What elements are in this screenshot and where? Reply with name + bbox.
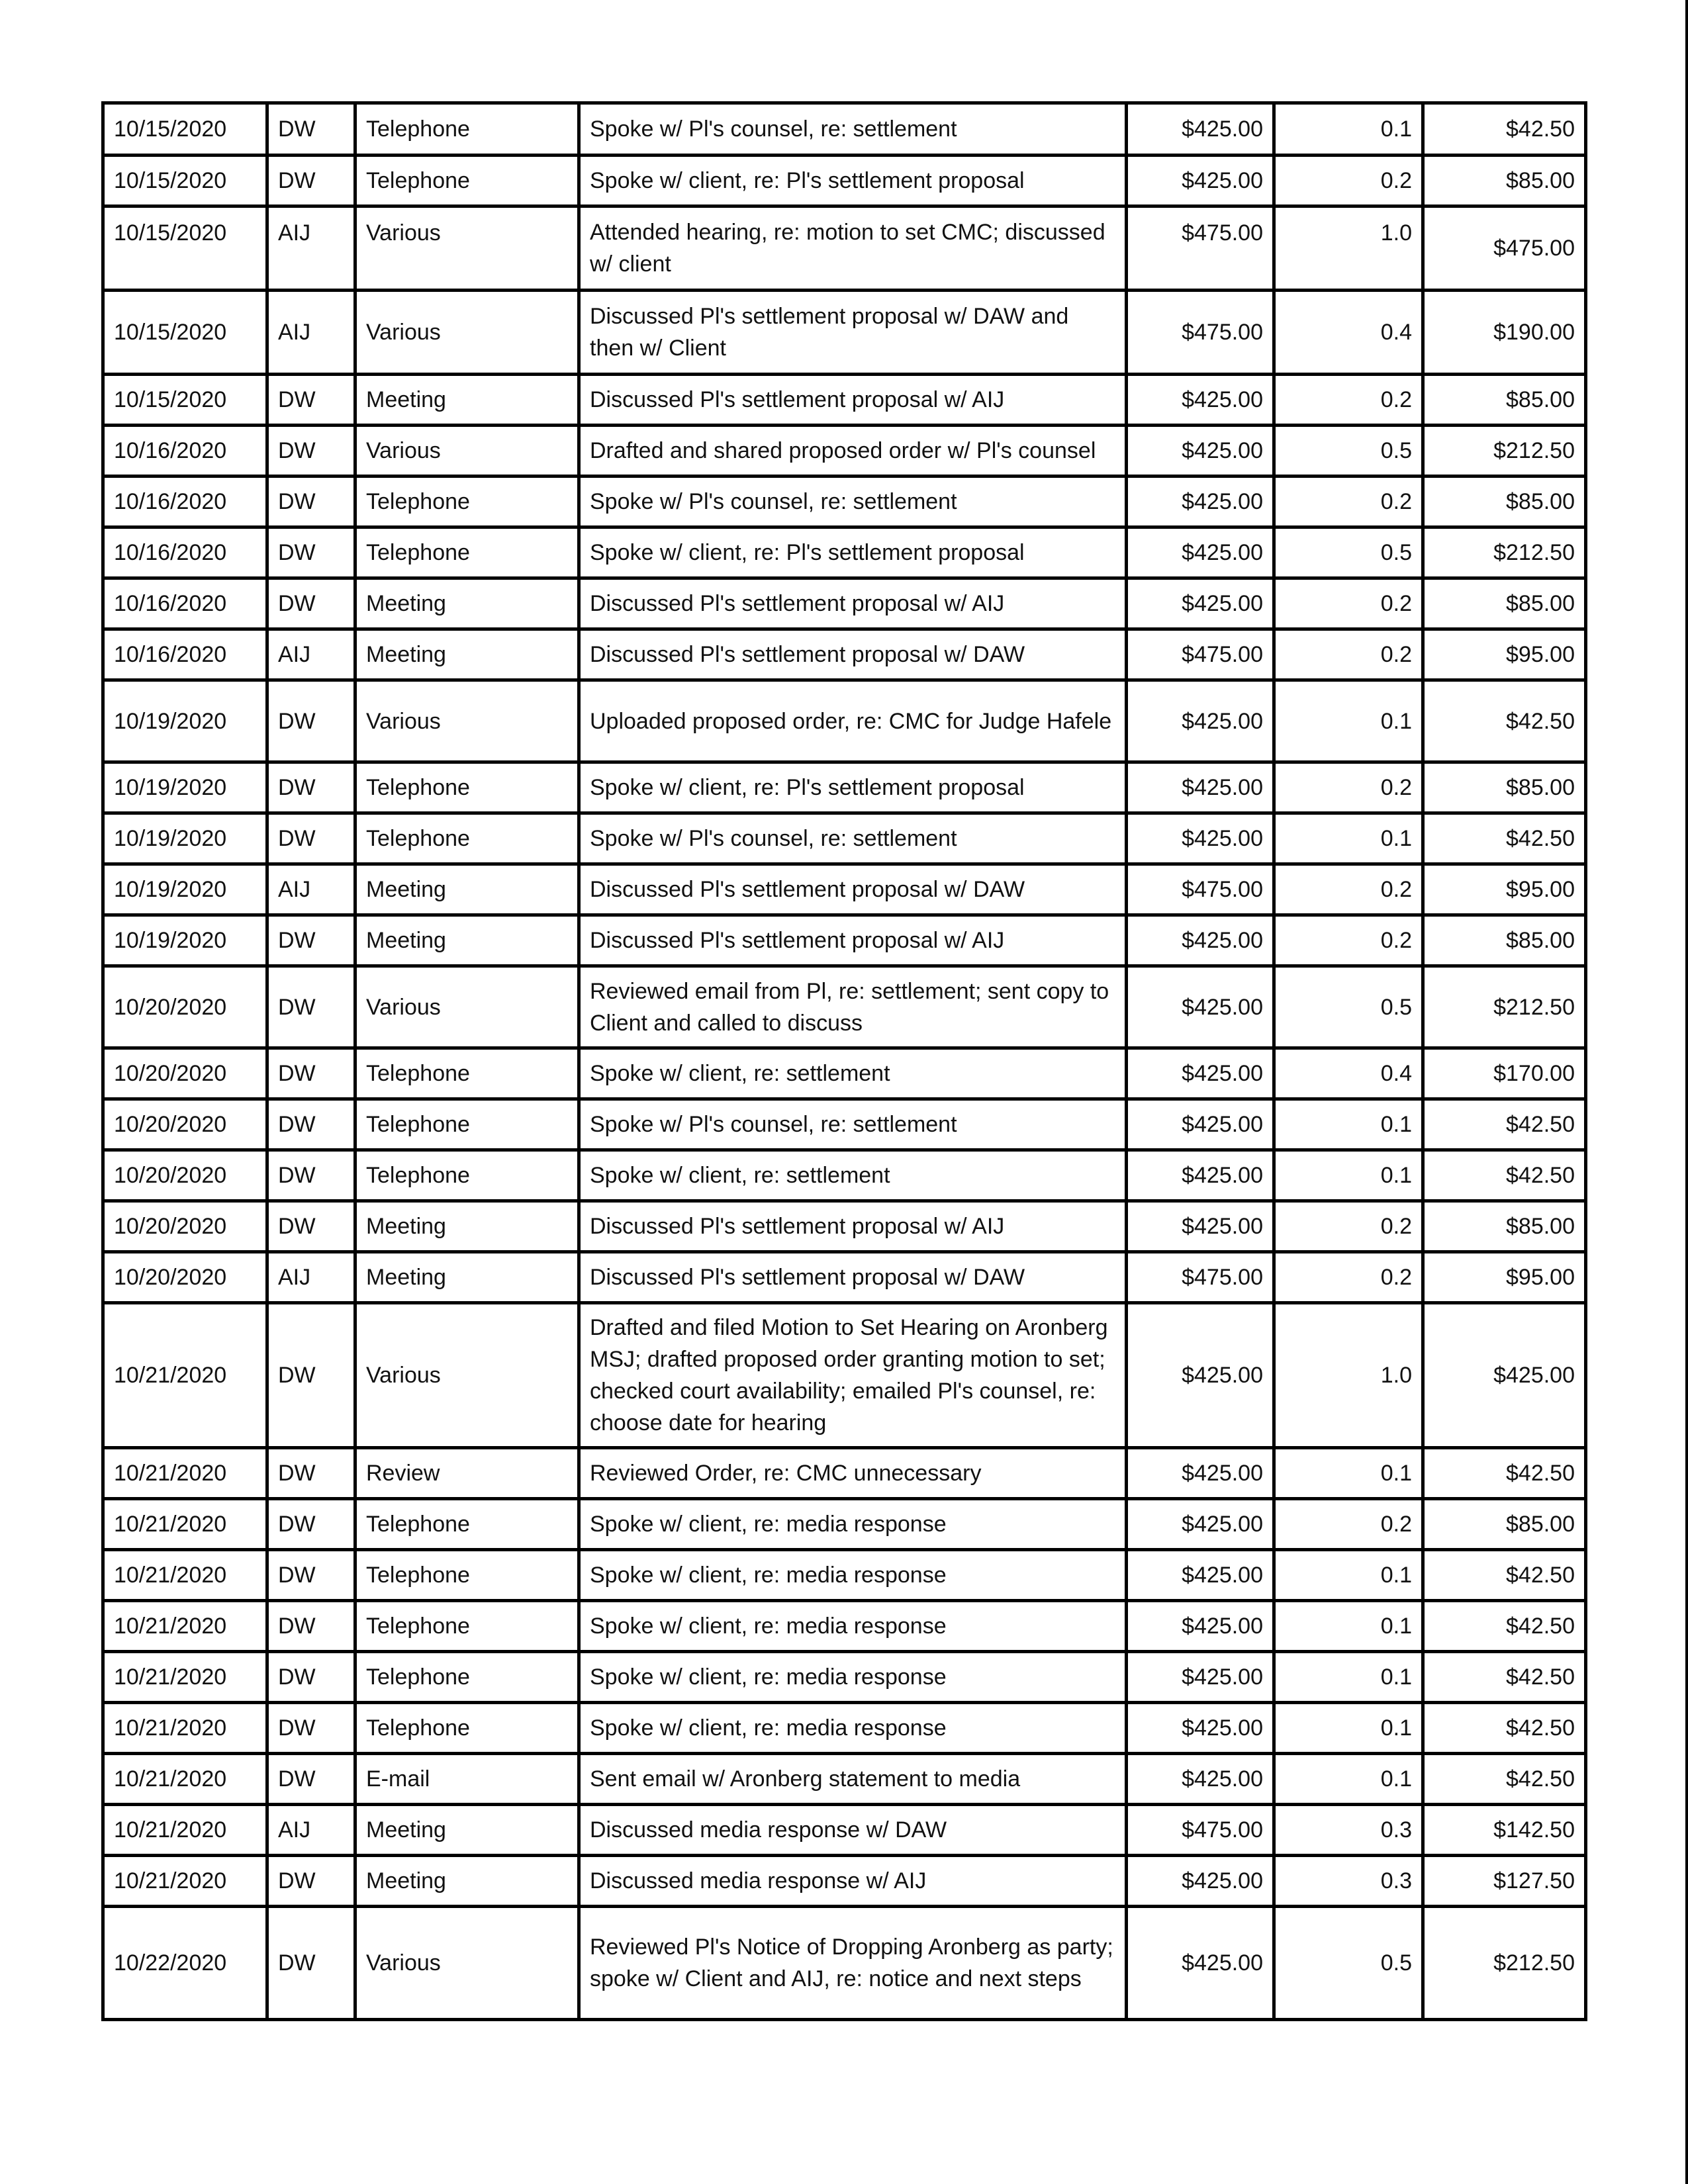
billing-entry-row	[103, 1856, 1586, 1907]
entry-date: 10/19/2020	[103, 680, 267, 762]
billing-entries-body	[103, 103, 1586, 2020]
entry-amount: $475.00	[1423, 206, 1586, 291]
entry-initials: DW	[267, 375, 355, 426]
entry-amount: $42.50	[1423, 1652, 1586, 1703]
entry-description: Spoke w/ client, re: settlement	[579, 1048, 1127, 1099]
entry-amount: $42.50	[1423, 1550, 1586, 1601]
entry-rate: $425.00	[1127, 1150, 1274, 1201]
entry-type: Telephone	[355, 103, 579, 156]
entry-type: Various	[355, 291, 579, 375]
entry-amount: $42.50	[1423, 103, 1586, 156]
billing-entry-row	[103, 1150, 1586, 1201]
entry-type: Meeting	[355, 578, 579, 629]
entry-rate: $425.00	[1127, 680, 1274, 762]
entry-amount: $95.00	[1423, 629, 1586, 680]
entry-hours: 1.0	[1274, 1303, 1423, 1448]
billing-entry-row	[103, 813, 1586, 864]
billing-entry-row	[103, 156, 1586, 206]
entry-amount: $212.50	[1423, 527, 1586, 578]
entry-rate: $425.00	[1127, 1099, 1274, 1150]
entry-rate: $475.00	[1127, 291, 1274, 375]
entry-hours: 0.3	[1274, 1856, 1423, 1907]
entry-rate: $425.00	[1127, 103, 1274, 156]
entry-description: Attended hearing, re: motion to set CMC; discussed w/ client	[579, 206, 1127, 291]
entry-amount: $95.00	[1423, 1252, 1586, 1303]
entry-hours: 0.1	[1274, 1448, 1423, 1499]
entry-description: Discussed Pl's settlement proposal w/ DAW	[579, 1252, 1127, 1303]
entry-date: 10/20/2020	[103, 966, 267, 1048]
billing-entry-row	[103, 375, 1586, 426]
entry-type: Telephone	[355, 1499, 579, 1550]
entry-description: Spoke w/ Pl's counsel, re: settlement	[579, 813, 1127, 864]
entry-amount: $85.00	[1423, 1499, 1586, 1550]
entry-hours: 0.2	[1274, 1201, 1423, 1252]
entry-initials: DW	[267, 966, 355, 1048]
entry-description: Spoke w/ client, re: settlement	[579, 1150, 1127, 1201]
entry-date: 10/16/2020	[103, 629, 267, 680]
entry-date: 10/20/2020	[103, 1099, 267, 1150]
entry-initials: AIJ	[267, 864, 355, 915]
entry-hours: 0.2	[1274, 915, 1423, 966]
entry-hours: 0.1	[1274, 1652, 1423, 1703]
entry-rate: $425.00	[1127, 1601, 1274, 1652]
entry-initials: DW	[267, 813, 355, 864]
entry-initials: AIJ	[267, 1252, 355, 1303]
entry-description: Spoke w/ client, re: Pl's settlement proposal	[579, 156, 1127, 206]
entry-amount: $127.50	[1423, 1856, 1586, 1907]
billing-entry-row	[103, 291, 1586, 375]
entry-date: 10/20/2020	[103, 1150, 267, 1201]
entry-rate: $425.00	[1127, 1448, 1274, 1499]
entry-hours: 0.2	[1274, 629, 1423, 680]
entry-initials: DW	[267, 915, 355, 966]
entry-initials: DW	[267, 1150, 355, 1201]
entry-rate: $425.00	[1127, 1652, 1274, 1703]
entry-initials: DW	[267, 1448, 355, 1499]
entry-description: Spoke w/ Pl's counsel, re: settlement	[579, 1099, 1127, 1150]
billing-entry-row	[103, 103, 1586, 156]
entry-description: Discussed Pl's settlement proposal w/ AIJ	[579, 578, 1127, 629]
entry-initials: DW	[267, 1754, 355, 1805]
entry-initials: DW	[267, 1201, 355, 1252]
entry-rate: $475.00	[1127, 864, 1274, 915]
entry-hours: 0.2	[1274, 1499, 1423, 1550]
page-right-edge	[1685, 0, 1688, 2184]
billing-entry-row	[103, 1201, 1586, 1252]
entry-rate: $425.00	[1127, 966, 1274, 1048]
entry-description: Spoke w/ client, re: media response	[579, 1652, 1127, 1703]
entry-date: 10/15/2020	[103, 103, 267, 156]
entry-type: Various	[355, 680, 579, 762]
entry-date: 10/21/2020	[103, 1448, 267, 1499]
entry-type: Meeting	[355, 1201, 579, 1252]
entry-description: Drafted and filed Motion to Set Hearing on Aronberg MSJ; drafted proposed order granting motion to set; checked court availability; emailed Pl's counsel, re: choose date for hearing	[579, 1303, 1127, 1448]
entry-hours: 0.1	[1274, 813, 1423, 864]
entry-initials: DW	[267, 762, 355, 813]
entry-initials: AIJ	[267, 291, 355, 375]
entry-initials: DW	[267, 1550, 355, 1601]
entry-type: E-mail	[355, 1754, 579, 1805]
entry-description: Spoke w/ client, re: media response	[579, 1550, 1127, 1601]
entry-amount: $42.50	[1423, 1099, 1586, 1150]
entry-amount: $85.00	[1423, 156, 1586, 206]
entry-initials: DW	[267, 1303, 355, 1448]
entry-type: Meeting	[355, 915, 579, 966]
entry-amount: $42.50	[1423, 1448, 1586, 1499]
billing-entry-row	[103, 1601, 1586, 1652]
entry-initials: AIJ	[267, 629, 355, 680]
billing-entry-row	[103, 1652, 1586, 1703]
entry-date: 10/15/2020	[103, 156, 267, 206]
entry-rate: $425.00	[1127, 527, 1274, 578]
entry-rate: $425.00	[1127, 156, 1274, 206]
billing-entry-row	[103, 1703, 1586, 1754]
entry-amount: $85.00	[1423, 375, 1586, 426]
entry-date: 10/21/2020	[103, 1805, 267, 1856]
entry-amount: $190.00	[1423, 291, 1586, 375]
entry-description: Discussed Pl's settlement proposal w/ DAW	[579, 864, 1127, 915]
entry-description: Discussed Pl's settlement proposal w/ AIJ	[579, 1201, 1127, 1252]
entry-hours: 0.1	[1274, 1150, 1423, 1201]
entry-date: 10/21/2020	[103, 1754, 267, 1805]
billing-entry-row	[103, 629, 1586, 680]
billing-entry-row	[103, 762, 1586, 813]
entry-rate: $475.00	[1127, 629, 1274, 680]
entry-hours: 0.2	[1274, 864, 1423, 915]
billing-entry-row	[103, 1448, 1586, 1499]
entry-type: Telephone	[355, 527, 579, 578]
entry-description: Discussed media response w/ DAW	[579, 1805, 1127, 1856]
entry-type: Telephone	[355, 1150, 579, 1201]
entry-amount: $42.50	[1423, 813, 1586, 864]
entry-initials: DW	[267, 1048, 355, 1099]
entry-hours: 0.4	[1274, 291, 1423, 375]
entry-amount: $212.50	[1423, 966, 1586, 1048]
entry-type: Meeting	[355, 629, 579, 680]
billing-entries-table	[101, 101, 1587, 2021]
entry-type: Meeting	[355, 1252, 579, 1303]
entry-date: 10/21/2020	[103, 1601, 267, 1652]
entry-amount: $85.00	[1423, 578, 1586, 629]
entry-amount: $85.00	[1423, 915, 1586, 966]
entry-date: 10/22/2020	[103, 1907, 267, 2020]
entry-rate: $425.00	[1127, 426, 1274, 477]
entry-amount: $42.50	[1423, 680, 1586, 762]
entry-amount: $42.50	[1423, 1703, 1586, 1754]
entry-description: Spoke w/ Pl's counsel, re: settlement	[579, 477, 1127, 527]
entry-type: Meeting	[355, 375, 579, 426]
entry-type: Telephone	[355, 1703, 579, 1754]
entry-type: Telephone	[355, 1099, 579, 1150]
entry-initials: DW	[267, 156, 355, 206]
entry-initials: DW	[267, 1907, 355, 2020]
entry-description: Discussed Pl's settlement proposal w/ AIJ	[579, 375, 1127, 426]
entry-amount: $170.00	[1423, 1048, 1586, 1099]
entry-description: Reviewed Order, re: CMC unnecessary	[579, 1448, 1127, 1499]
entry-rate: $425.00	[1127, 1856, 1274, 1907]
entry-date: 10/16/2020	[103, 527, 267, 578]
entry-initials: DW	[267, 527, 355, 578]
entry-type: Meeting	[355, 1805, 579, 1856]
entry-amount: $212.50	[1423, 1907, 1586, 2020]
entry-description: Uploaded proposed order, re: CMC for Judge Hafele	[579, 680, 1127, 762]
billing-entry-row	[103, 206, 1586, 291]
entry-description: Discussed Pl's settlement proposal w/ DAW and then w/ Client	[579, 291, 1127, 375]
entry-initials: DW	[267, 477, 355, 527]
entry-hours: 0.1	[1274, 1703, 1423, 1754]
entry-type: Telephone	[355, 1652, 579, 1703]
billing-entry-row	[103, 1499, 1586, 1550]
entry-type: Meeting	[355, 864, 579, 915]
entry-amount: $42.50	[1423, 1754, 1586, 1805]
entry-date: 10/21/2020	[103, 1652, 267, 1703]
entry-hours: 0.2	[1274, 375, 1423, 426]
entry-description: Discussed media response w/ AIJ	[579, 1856, 1127, 1907]
entry-hours: 0.1	[1274, 1601, 1423, 1652]
entry-rate: $425.00	[1127, 915, 1274, 966]
entry-type: Various	[355, 1907, 579, 2020]
entry-amount: $85.00	[1423, 762, 1586, 813]
entry-date: 10/21/2020	[103, 1499, 267, 1550]
entry-date: 10/19/2020	[103, 762, 267, 813]
entry-type: Review	[355, 1448, 579, 1499]
entry-date: 10/21/2020	[103, 1303, 267, 1448]
entry-date: 10/16/2020	[103, 477, 267, 527]
entry-amount: $425.00	[1423, 1303, 1586, 1448]
entry-hours: 0.5	[1274, 966, 1423, 1048]
entry-rate: $425.00	[1127, 813, 1274, 864]
entry-type: Meeting	[355, 1856, 579, 1907]
entry-description: Spoke w/ client, re: Pl's settlement proposal	[579, 762, 1127, 813]
entry-hours: 0.2	[1274, 1252, 1423, 1303]
entry-date: 10/21/2020	[103, 1703, 267, 1754]
entry-hours: 0.2	[1274, 477, 1423, 527]
entry-hours: 0.1	[1274, 1099, 1423, 1150]
entry-type: Various	[355, 1303, 579, 1448]
entry-date: 10/19/2020	[103, 813, 267, 864]
entry-rate: $425.00	[1127, 1703, 1274, 1754]
entry-rate: $425.00	[1127, 477, 1274, 527]
entry-amount: $85.00	[1423, 1201, 1586, 1252]
entry-initials: DW	[267, 1499, 355, 1550]
entry-type: Telephone	[355, 762, 579, 813]
entry-date: 10/16/2020	[103, 578, 267, 629]
billing-entry-row	[103, 1048, 1586, 1099]
entry-initials: DW	[267, 578, 355, 629]
entry-hours: 0.1	[1274, 680, 1423, 762]
entry-date: 10/19/2020	[103, 915, 267, 966]
entry-hours: 0.5	[1274, 1907, 1423, 2020]
entry-description: Spoke w/ client, re: media response	[579, 1499, 1127, 1550]
entry-date: 10/19/2020	[103, 864, 267, 915]
billing-entry-row	[103, 1754, 1586, 1805]
entry-hours: 0.2	[1274, 578, 1423, 629]
entry-initials: DW	[267, 426, 355, 477]
entry-description: Reviewed Pl's Notice of Dropping Aronberg as party; spoke w/ Client and AIJ, re: notice and next steps	[579, 1907, 1127, 2020]
entry-description: Discussed Pl's settlement proposal w/ AIJ	[579, 915, 1127, 966]
entry-rate: $425.00	[1127, 1303, 1274, 1448]
entry-rate: $475.00	[1127, 1805, 1274, 1856]
entry-type: Various	[355, 206, 579, 291]
entry-date: 10/15/2020	[103, 206, 267, 291]
entry-type: Telephone	[355, 1601, 579, 1652]
entry-date: 10/21/2020	[103, 1856, 267, 1907]
entry-date: 10/20/2020	[103, 1252, 267, 1303]
billing-entry-row	[103, 680, 1586, 762]
entry-hours: 0.3	[1274, 1805, 1423, 1856]
entry-amount: $42.50	[1423, 1150, 1586, 1201]
entry-type: Telephone	[355, 813, 579, 864]
entry-date: 10/21/2020	[103, 1550, 267, 1601]
entry-rate: $475.00	[1127, 1252, 1274, 1303]
billing-entry-row	[103, 477, 1586, 527]
entry-type: Telephone	[355, 477, 579, 527]
billing-entry-row	[103, 1252, 1586, 1303]
entry-description: Sent email w/ Aronberg statement to media	[579, 1754, 1127, 1805]
entry-rate: $425.00	[1127, 1754, 1274, 1805]
entry-initials: DW	[267, 1703, 355, 1754]
billing-entry-row	[103, 966, 1586, 1048]
billing-entry-row	[103, 426, 1586, 477]
entry-amount: $212.50	[1423, 426, 1586, 477]
entry-amount: $85.00	[1423, 477, 1586, 527]
billing-entry-row	[103, 1303, 1586, 1448]
entry-type: Various	[355, 426, 579, 477]
entry-type: Telephone	[355, 1048, 579, 1099]
entry-rate: $425.00	[1127, 1550, 1274, 1601]
entry-date: 10/16/2020	[103, 426, 267, 477]
billing-entry-row	[103, 1099, 1586, 1150]
entry-initials: AIJ	[267, 1805, 355, 1856]
entry-description: Drafted and shared proposed order w/ Pl's counsel	[579, 426, 1127, 477]
entry-date: 10/15/2020	[103, 375, 267, 426]
entry-hours: 1.0	[1274, 206, 1423, 291]
entry-rate: $425.00	[1127, 762, 1274, 813]
billing-entry-row	[103, 578, 1586, 629]
billing-entry-row	[103, 527, 1586, 578]
entry-description: Spoke w/ client, re: media response	[579, 1601, 1127, 1652]
entry-initials: DW	[267, 680, 355, 762]
entry-hours: 0.1	[1274, 1754, 1423, 1805]
entry-hours: 0.5	[1274, 426, 1423, 477]
entry-type: Telephone	[355, 156, 579, 206]
entry-type: Various	[355, 966, 579, 1048]
entry-hours: 0.5	[1274, 527, 1423, 578]
entry-rate: $475.00	[1127, 206, 1274, 291]
entry-initials: DW	[267, 1601, 355, 1652]
entry-amount: $42.50	[1423, 1601, 1586, 1652]
entry-initials: DW	[267, 1652, 355, 1703]
entry-initials: AIJ	[267, 206, 355, 291]
entry-initials: DW	[267, 1856, 355, 1907]
entry-description: Discussed Pl's settlement proposal w/ DAW	[579, 629, 1127, 680]
entry-description: Reviewed email from Pl, re: settlement; sent copy to Client and called to discuss	[579, 966, 1127, 1048]
entry-amount: $95.00	[1423, 864, 1586, 915]
entry-rate: $425.00	[1127, 1048, 1274, 1099]
entry-rate: $425.00	[1127, 375, 1274, 426]
entry-description: Spoke w/ Pl's counsel, re: settlement	[579, 103, 1127, 156]
entry-hours: 0.1	[1274, 103, 1423, 156]
entry-hours: 0.1	[1274, 1550, 1423, 1601]
entry-hours: 0.2	[1274, 156, 1423, 206]
entry-hours: 0.4	[1274, 1048, 1423, 1099]
billing-entry-row	[103, 1550, 1586, 1601]
billing-entry-row	[103, 1805, 1586, 1856]
entry-rate: $425.00	[1127, 1201, 1274, 1252]
entry-type: Telephone	[355, 1550, 579, 1601]
entry-rate: $425.00	[1127, 578, 1274, 629]
entry-description: Spoke w/ client, re: Pl's settlement proposal	[579, 527, 1127, 578]
entry-date: 10/15/2020	[103, 291, 267, 375]
entry-rate: $425.00	[1127, 1499, 1274, 1550]
billing-entry-row	[103, 915, 1586, 966]
entry-date: 10/20/2020	[103, 1201, 267, 1252]
entry-amount: $142.50	[1423, 1805, 1586, 1856]
entry-rate: $425.00	[1127, 1907, 1274, 2020]
entry-hours: 0.2	[1274, 762, 1423, 813]
entry-description: Spoke w/ client, re: media response	[579, 1703, 1127, 1754]
entry-initials: DW	[267, 1099, 355, 1150]
billing-entry-row	[103, 864, 1586, 915]
entry-date: 10/20/2020	[103, 1048, 267, 1099]
billing-entry-row	[103, 1907, 1586, 2020]
entry-initials: DW	[267, 103, 355, 156]
